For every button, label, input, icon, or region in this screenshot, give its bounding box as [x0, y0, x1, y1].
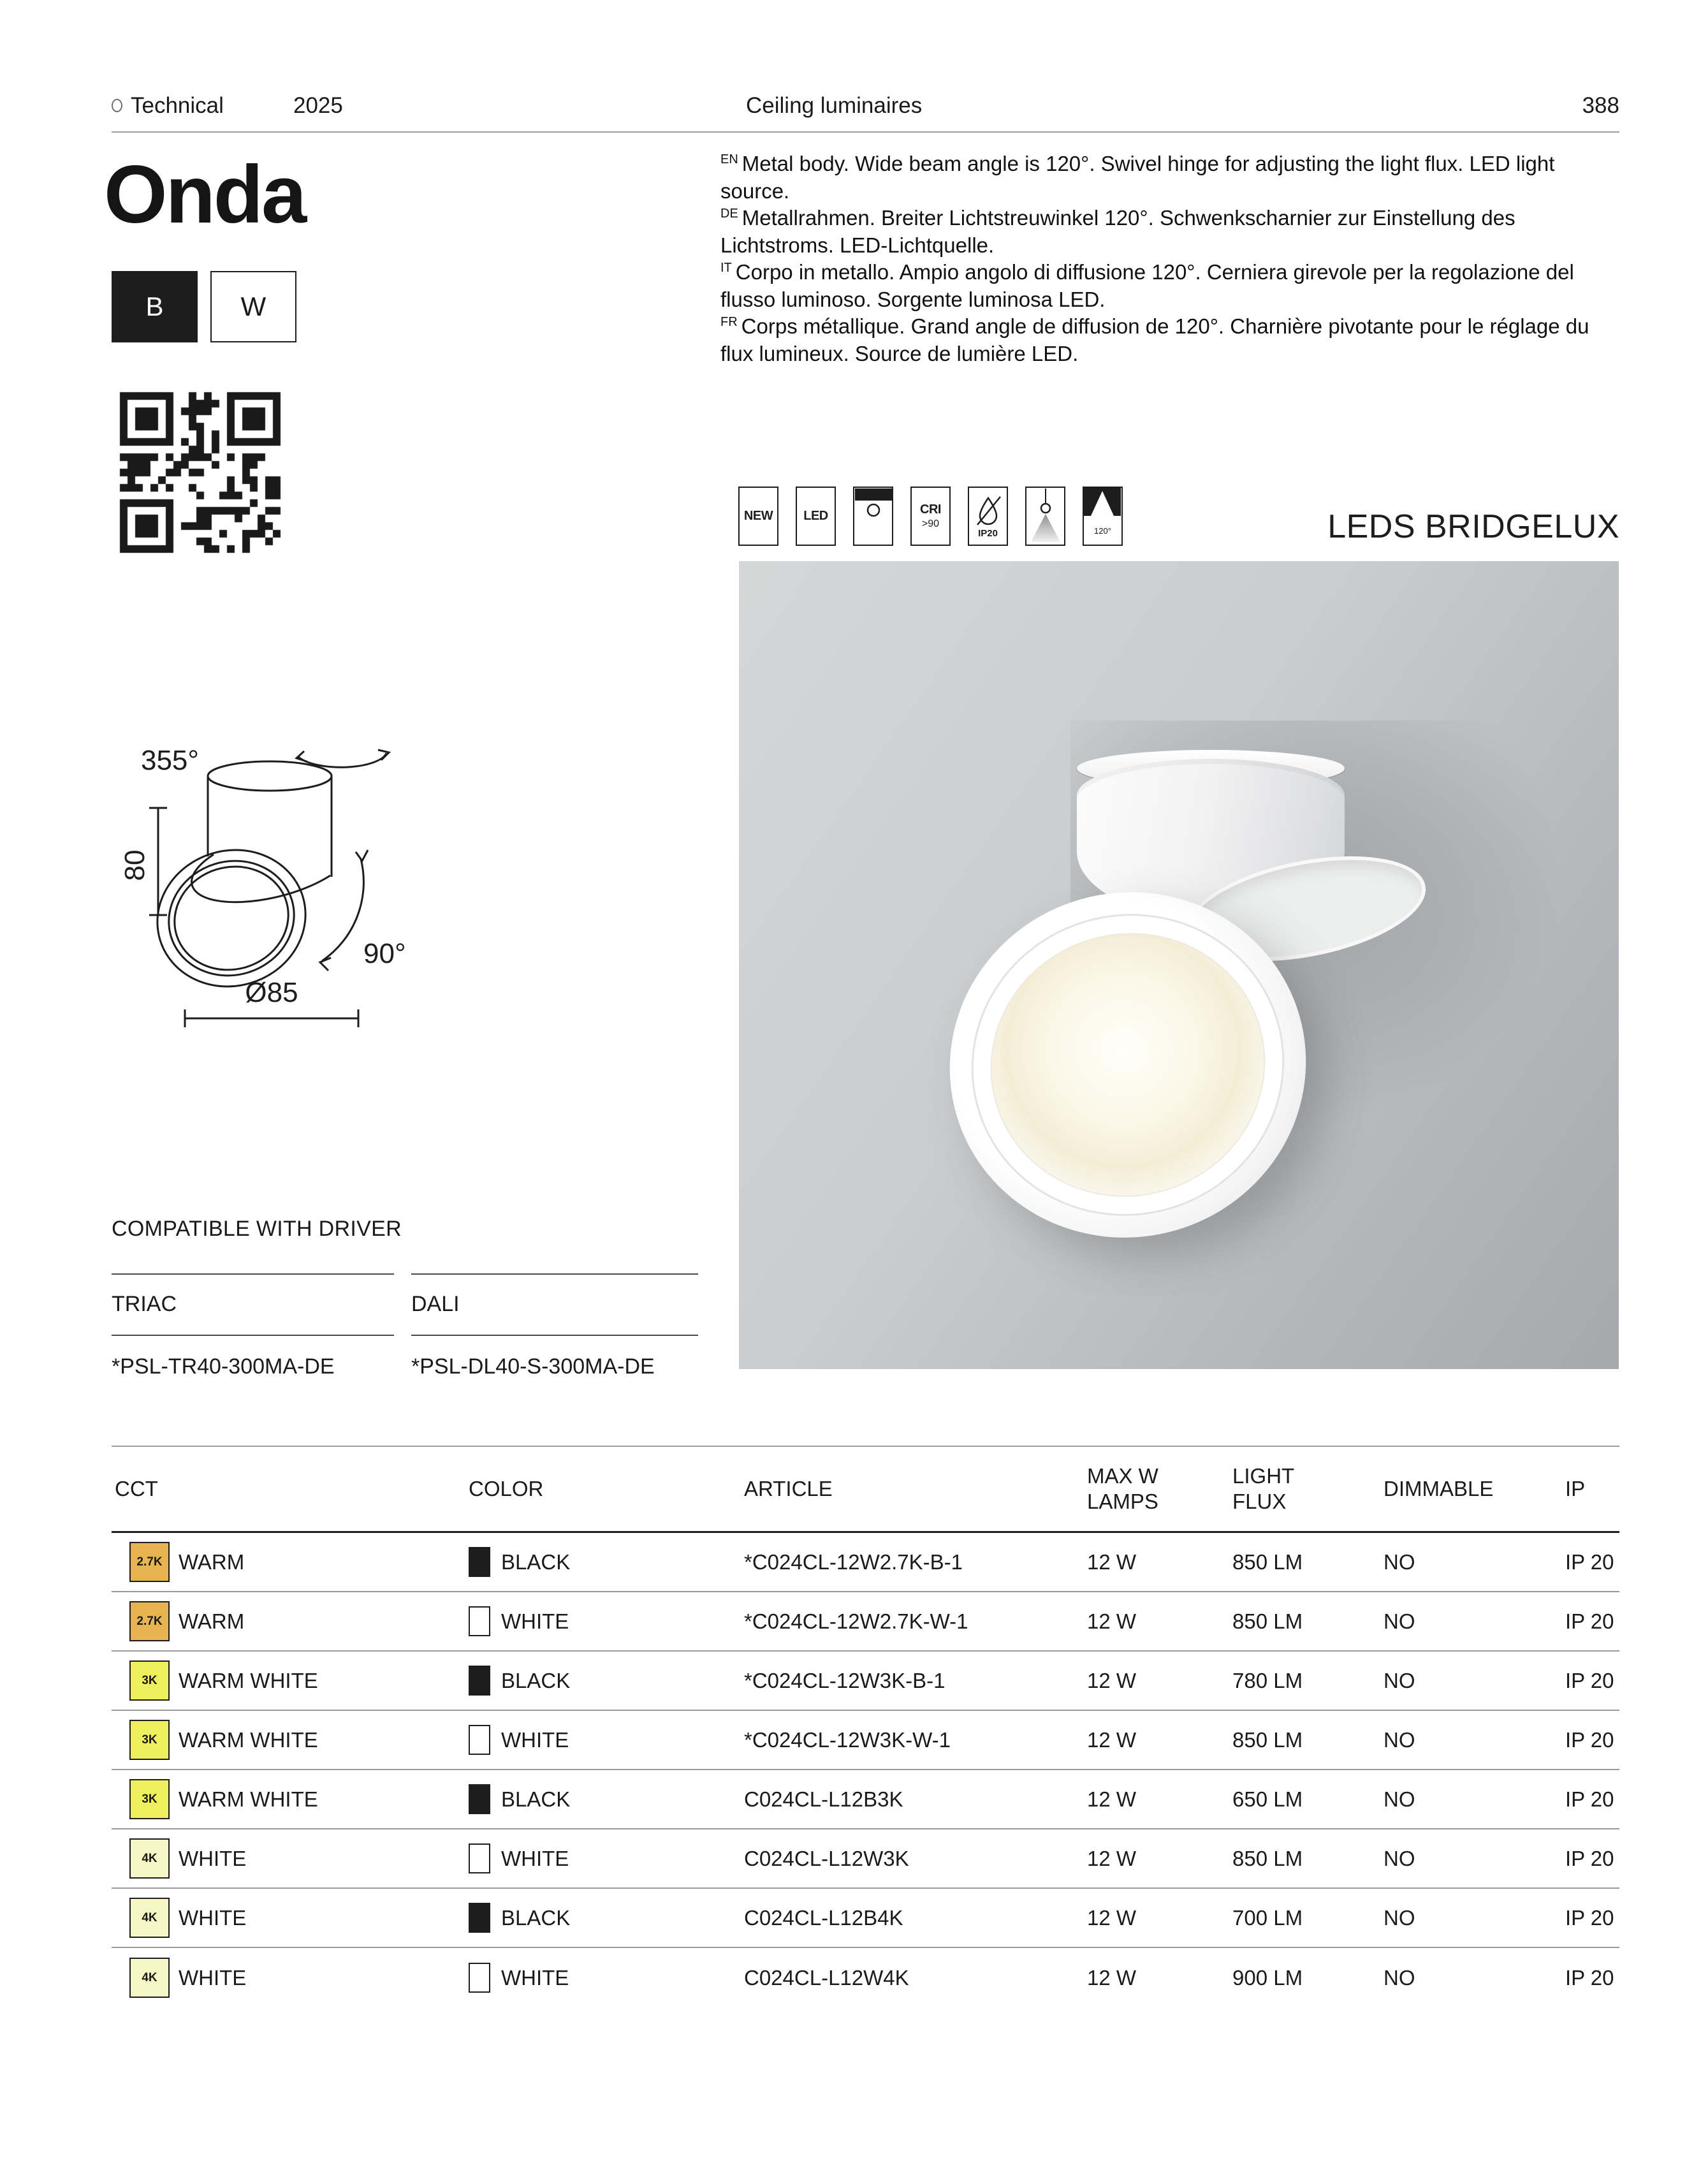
- light-flux-cell: 650 LM: [1232, 1787, 1303, 1811]
- qr-code: [113, 386, 287, 559]
- color-name: WHITE: [501, 1727, 569, 1752]
- cct-badge: 4K: [129, 1838, 170, 1879]
- description-it: [720, 259, 1623, 313]
- driver-article-dali: *PSL-DL40-S-300MA-DE: [411, 1354, 655, 1379]
- color-cell: [469, 1903, 744, 1933]
- header-section: Ceiling luminaires: [746, 93, 923, 118]
- description-de: [720, 205, 1623, 259]
- lang-tag-it: IT: [720, 261, 732, 275]
- cct-badge: 4K: [129, 1958, 170, 1998]
- spec-table-body: [112, 1533, 1619, 2007]
- ip-cell: IP 20: [1565, 1905, 1614, 1930]
- col-header-flux: [1232, 1463, 1384, 1514]
- ip-cell: IP 20: [1565, 1668, 1614, 1692]
- col-header-dimmable: DIMMABLE: [1384, 1477, 1494, 1500]
- cct-label: WARM WHITE: [179, 1727, 318, 1752]
- light-flux-cell: 850 LM: [1232, 1550, 1303, 1574]
- color-name: WHITE: [501, 1609, 569, 1633]
- cct-badge: 3K: [129, 1660, 170, 1701]
- dimmable-cell: NO: [1384, 1965, 1415, 1990]
- ip-cell: IP 20: [1565, 1846, 1614, 1870]
- dimmable-cell: NO: [1384, 1668, 1415, 1692]
- color-name: BLACK: [501, 1550, 571, 1574]
- cct-cell: [112, 1601, 469, 1641]
- finish-swatch-black: [112, 271, 198, 342]
- color-cell: [469, 1606, 744, 1636]
- description-de-text: Metallrahmen. Breiter Lichtstreuwinkel 120°. Schwenkscharnier zur Einstellung des Lichtstroms. LED-Lichtquelle.: [720, 206, 1515, 257]
- light-flux-cell: 900 LM: [1232, 1965, 1303, 1990]
- table-row: [112, 1948, 1619, 2007]
- max-w-cell: 12 W: [1087, 1609, 1137, 1633]
- max-w-cell: 12 W: [1087, 1905, 1137, 1930]
- table-row: [112, 1652, 1619, 1711]
- ip-rating-label: IP20: [978, 527, 998, 539]
- header-year: 2025: [293, 93, 343, 118]
- dimmable-cell: NO: [1384, 1905, 1415, 1930]
- color-swatch: [469, 1963, 490, 1993]
- description-en-text: Metal body. Wide beam angle is 120°. Swivel hinge for adjusting the light flux. LED light source.: [720, 152, 1555, 203]
- cct-label: WHITE: [179, 1905, 247, 1930]
- cct-label: WHITE: [179, 1846, 247, 1870]
- driver-column-triac: [112, 1273, 394, 1379]
- new-badge-label: NEW: [743, 509, 773, 523]
- article-cell: C024CL-L12W4K: [744, 1965, 909, 1990]
- lang-tag-en: EN: [720, 152, 738, 166]
- product-description-block: [720, 150, 1623, 367]
- spec-table: [112, 1446, 1619, 2007]
- finish-swatch-white: [210, 271, 296, 342]
- ip-cell: IP 20: [1565, 1609, 1614, 1633]
- color-swatch: [469, 1843, 490, 1873]
- product-photo: [739, 561, 1619, 1369]
- table-row: [112, 1770, 1619, 1829]
- article-cell: *C024CL-12W3K-W-1: [744, 1727, 951, 1752]
- color-cell: [469, 1666, 744, 1696]
- cct-badge: 3K: [129, 1779, 170, 1819]
- light-flux-cell: 780 LM: [1232, 1668, 1303, 1692]
- color-swatch: [469, 1606, 490, 1636]
- description-en: [720, 150, 1623, 205]
- driver-section-title: COMPATIBLE WITH DRIVER: [112, 1217, 402, 1241]
- dimmable-cell: NO: [1384, 1550, 1415, 1574]
- color-swatch: [469, 1903, 490, 1933]
- color-name: BLACK: [501, 1668, 571, 1692]
- cct-label: WARM WHITE: [179, 1787, 318, 1811]
- color-swatch: [469, 1784, 490, 1814]
- cct-label: WARM: [179, 1550, 245, 1574]
- cct-cell: [112, 1779, 469, 1819]
- col-header-maxw-line1: MAX W: [1087, 1464, 1158, 1488]
- col-header-maxw: [1087, 1463, 1232, 1514]
- col-header-flux-line2: FLUX: [1232, 1490, 1287, 1513]
- drawing-diameter-label: Ø85: [245, 977, 298, 1008]
- ip-cell: IP 20: [1565, 1727, 1614, 1752]
- lamp-lens: [960, 900, 1297, 1229]
- article-cell: C024CL-L12W3K: [744, 1846, 909, 1870]
- color-swatch: [469, 1666, 490, 1696]
- dimmable-cell: NO: [1384, 1787, 1415, 1811]
- driver-type-dali: DALI: [411, 1273, 698, 1336]
- max-w-cell: 12 W: [1087, 1727, 1137, 1752]
- cct-cell: [112, 1838, 469, 1879]
- cct-badge: 2.7K: [129, 1601, 170, 1641]
- max-w-cell: 12 W: [1087, 1846, 1137, 1870]
- color-name: BLACK: [501, 1905, 571, 1930]
- driver-grid: [112, 1273, 698, 1379]
- driver-compatibility-section: [112, 1217, 698, 1379]
- max-w-cell: 12 W: [1087, 1550, 1137, 1574]
- table-row: [112, 1533, 1619, 1592]
- color-cell: [469, 1784, 744, 1814]
- color-name: WHITE: [501, 1846, 569, 1870]
- col-header-article: ARTICLE: [744, 1477, 833, 1500]
- article-cell: C024CL-L12B4K: [744, 1905, 903, 1930]
- dimmable-cell: NO: [1384, 1609, 1415, 1633]
- max-w-cell: 12 W: [1087, 1668, 1137, 1692]
- col-header-color: COLOR: [469, 1477, 544, 1500]
- dimmable-cell: NO: [1384, 1727, 1415, 1752]
- col-header-cct: CCT: [115, 1477, 158, 1500]
- table-row: [112, 1829, 1619, 1889]
- cct-cell: [112, 1958, 469, 1998]
- col-header-ip: IP: [1565, 1477, 1586, 1500]
- cct-badge: 2.7K: [129, 1542, 170, 1582]
- cct-badge: 3K: [129, 1720, 170, 1760]
- table-row: [112, 1711, 1619, 1770]
- lang-tag-fr: FR: [720, 315, 738, 329]
- cct-label: WARM WHITE: [179, 1668, 318, 1692]
- leds-brand-note: LEDS BRIDGELUX: [1327, 508, 1619, 545]
- cct-label: WARM: [179, 1609, 245, 1633]
- color-swatch: [469, 1547, 490, 1577]
- light-flux-cell: 850 LM: [1232, 1727, 1303, 1752]
- dimension-drawing: [108, 724, 408, 1043]
- light-flux-cell: 700 LM: [1232, 1905, 1303, 1930]
- cct-cell: [112, 1898, 469, 1938]
- drawing-tilt-label: 90°: [363, 938, 406, 969]
- finish-label-white: W: [240, 291, 267, 321]
- table-row: [112, 1889, 1619, 1948]
- article-cell: C024CL-L12B3K: [744, 1787, 903, 1811]
- spec-table-header: [112, 1447, 1619, 1533]
- cri-badge-value: >90: [921, 518, 940, 529]
- page-number: 388: [1582, 93, 1619, 118]
- article-cell: *C024CL-12W3K-B-1: [744, 1668, 946, 1692]
- light-flux-cell: 850 LM: [1232, 1846, 1303, 1870]
- drawing-height-label: 80: [119, 849, 150, 881]
- color-cell: [469, 1843, 744, 1873]
- drawing-rotation-label: 355°: [140, 745, 199, 776]
- table-row: [112, 1592, 1619, 1652]
- col-header-maxw-line2: LAMPS: [1087, 1490, 1158, 1513]
- color-cell: [469, 1547, 744, 1577]
- max-w-cell: 12 W: [1087, 1965, 1137, 1990]
- lang-tag-de: DE: [720, 207, 738, 221]
- cct-cell: [112, 1542, 469, 1582]
- cct-cell: [112, 1660, 469, 1701]
- color-swatch: [469, 1725, 490, 1755]
- cct-cell: [112, 1720, 469, 1760]
- col-header-flux-line1: LIGHT: [1232, 1464, 1295, 1488]
- color-cell: [469, 1963, 744, 1993]
- ip-cell: IP 20: [1565, 1787, 1614, 1811]
- description-it-text: Corpo in metallo. Ampio angolo di diffusione 120°. Cerniera girevole per la regolazione del flusso luminoso. Sorgente luminosa LED.: [720, 260, 1574, 311]
- description-fr-text: Corps métallique. Grand angle de diffusion de 120°. Charnière pivotante pour le réglage du flux lumineux. Source de lumière LED.: [720, 314, 1589, 365]
- article-cell: *C024CL-12W2.7K-W-1: [744, 1609, 968, 1633]
- driver-column-dali: [411, 1273, 698, 1379]
- ip-cell: IP 20: [1565, 1965, 1614, 1990]
- header-brand: Technical: [131, 93, 224, 118]
- article-cell: *C024CL-12W2.7K-B-1: [744, 1550, 963, 1574]
- color-name: WHITE: [501, 1965, 569, 1990]
- finish-label-black: B: [145, 291, 164, 321]
- brand-circle-icon: [112, 99, 122, 112]
- led-badge-label: LED: [803, 509, 828, 523]
- description-fr: [720, 313, 1623, 367]
- header-rule: [112, 131, 1619, 133]
- cct-badge: 4K: [129, 1898, 170, 1938]
- max-w-cell: 12 W: [1087, 1787, 1137, 1811]
- color-name: BLACK: [501, 1787, 571, 1811]
- dimmable-cell: NO: [1384, 1846, 1415, 1870]
- cri-badge-label: CRI: [920, 502, 941, 517]
- product-title: Onda: [104, 149, 305, 240]
- color-cell: [469, 1725, 744, 1755]
- light-flux-cell: 850 LM: [1232, 1609, 1303, 1633]
- beam-angle-label: 120°: [1094, 526, 1111, 536]
- cct-label: WHITE: [179, 1965, 247, 1990]
- driver-article-triac: *PSL-TR40-300MA-DE: [112, 1354, 335, 1379]
- driver-type-triac: TRIAC: [112, 1273, 394, 1336]
- ip-cell: IP 20: [1565, 1550, 1614, 1574]
